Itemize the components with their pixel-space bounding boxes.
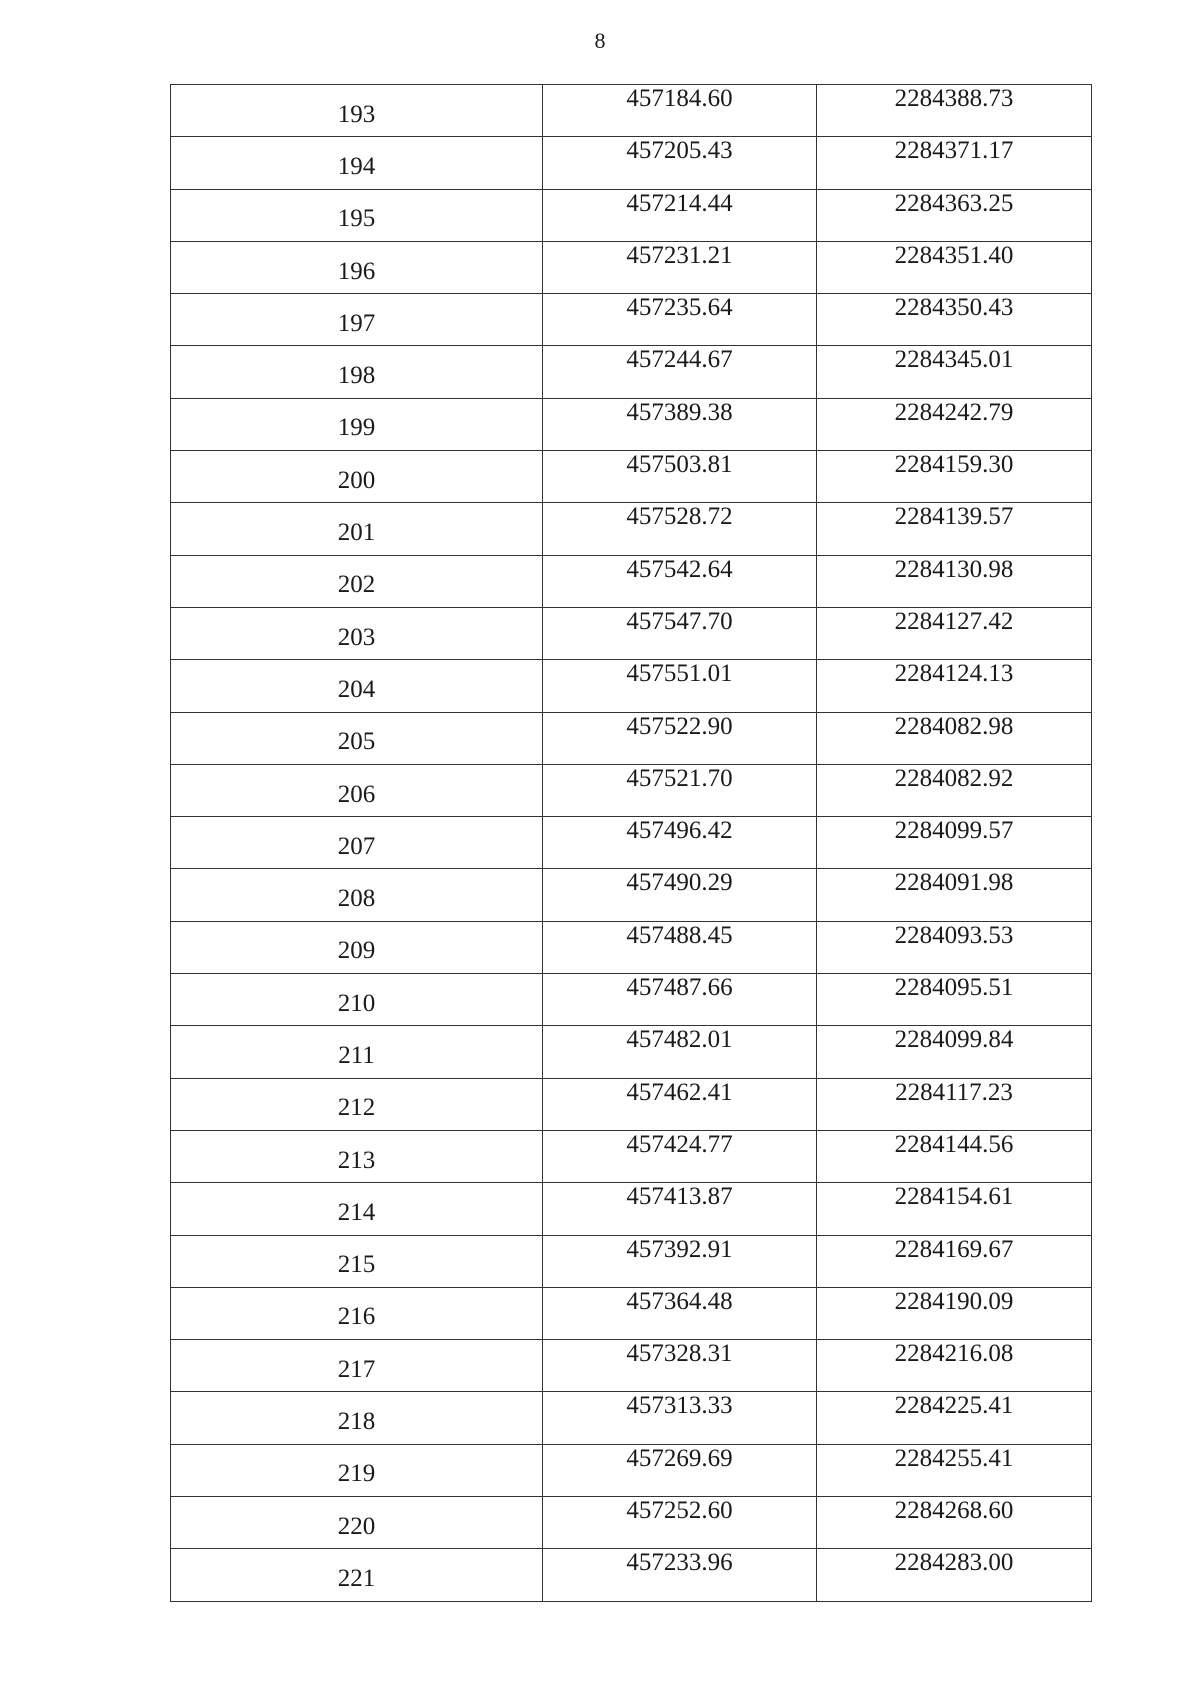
y-coordinate-cell: 2284159.30	[817, 451, 1092, 503]
y-coordinate-cell: 2284255.41	[817, 1444, 1092, 1496]
y-coordinate-cell: 2284351.40	[817, 241, 1092, 293]
table-row	[171, 660, 1092, 712]
table-row	[171, 294, 1092, 346]
table-row	[171, 398, 1092, 450]
table-row	[171, 1444, 1092, 1496]
y-coordinate-cell: 2284225.41	[817, 1392, 1092, 1444]
y-coordinate-cell: 2284139.57	[817, 503, 1092, 555]
point-number-cell: 213	[171, 1130, 543, 1182]
table-row	[171, 1183, 1092, 1235]
point-number-cell: 209	[171, 921, 543, 973]
point-number-cell: 196	[171, 241, 543, 293]
y-coordinate-cell: 2284363.25	[817, 189, 1092, 241]
point-number-cell: 194	[171, 137, 543, 189]
table-row	[171, 555, 1092, 607]
table-row	[171, 1549, 1092, 1601]
table-row	[171, 1392, 1092, 1444]
x-coordinate-cell: 457205.43	[543, 137, 817, 189]
table-row	[171, 869, 1092, 921]
point-number-cell: 214	[171, 1183, 543, 1235]
point-number-cell: 215	[171, 1235, 543, 1287]
x-coordinate-cell: 457547.70	[543, 607, 817, 659]
x-coordinate-cell: 457214.44	[543, 189, 817, 241]
coordinates-table-body	[171, 85, 1092, 1602]
point-number-cell: 205	[171, 712, 543, 764]
point-number-cell: 211	[171, 1026, 543, 1078]
y-coordinate-cell: 2284388.73	[817, 85, 1092, 137]
table-row	[171, 817, 1092, 869]
y-coordinate-cell: 2284093.53	[817, 921, 1092, 973]
table-row	[171, 241, 1092, 293]
y-coordinate-cell: 2284242.79	[817, 398, 1092, 450]
x-coordinate-cell: 457244.67	[543, 346, 817, 398]
y-coordinate-cell: 2284154.61	[817, 1183, 1092, 1235]
table-row	[171, 451, 1092, 503]
table-row	[171, 503, 1092, 555]
table-row	[171, 1497, 1092, 1549]
y-coordinate-cell: 2284124.13	[817, 660, 1092, 712]
y-coordinate-cell: 2284169.67	[817, 1235, 1092, 1287]
y-coordinate-cell: 2284082.98	[817, 712, 1092, 764]
y-coordinate-cell: 2284144.56	[817, 1130, 1092, 1182]
point-number-cell: 202	[171, 555, 543, 607]
x-coordinate-cell: 457542.64	[543, 555, 817, 607]
x-coordinate-cell: 457389.38	[543, 398, 817, 450]
x-coordinate-cell: 457252.60	[543, 1497, 817, 1549]
point-number-cell: 217	[171, 1340, 543, 1392]
point-number-cell: 207	[171, 817, 543, 869]
table-row	[171, 1235, 1092, 1287]
y-coordinate-cell: 2284095.51	[817, 974, 1092, 1026]
table-row	[171, 764, 1092, 816]
x-coordinate-cell: 457462.41	[543, 1078, 817, 1130]
point-number-cell: 198	[171, 346, 543, 398]
y-coordinate-cell: 2284216.08	[817, 1340, 1092, 1392]
x-coordinate-cell: 457503.81	[543, 451, 817, 503]
table-row	[171, 712, 1092, 764]
x-coordinate-cell: 457231.21	[543, 241, 817, 293]
table-row	[171, 1078, 1092, 1130]
y-coordinate-cell: 2284099.84	[817, 1026, 1092, 1078]
point-number-cell: 208	[171, 869, 543, 921]
x-coordinate-cell: 457496.42	[543, 817, 817, 869]
x-coordinate-cell: 457328.31	[543, 1340, 817, 1392]
x-coordinate-cell: 457392.91	[543, 1235, 817, 1287]
y-coordinate-cell: 2284345.01	[817, 346, 1092, 398]
y-coordinate-cell: 2284268.60	[817, 1497, 1092, 1549]
point-number-cell: 216	[171, 1287, 543, 1339]
y-coordinate-cell: 2284127.42	[817, 607, 1092, 659]
table-row	[171, 1026, 1092, 1078]
point-number-cell: 201	[171, 503, 543, 555]
x-coordinate-cell: 457528.72	[543, 503, 817, 555]
y-coordinate-cell: 2284350.43	[817, 294, 1092, 346]
point-number-cell: 221	[171, 1549, 543, 1601]
point-number-cell: 203	[171, 607, 543, 659]
page-number: 8	[594, 28, 606, 53]
x-coordinate-cell: 457235.64	[543, 294, 817, 346]
table-row	[171, 189, 1092, 241]
table-row	[171, 974, 1092, 1026]
point-number-cell: 218	[171, 1392, 543, 1444]
y-coordinate-cell: 2284082.92	[817, 764, 1092, 816]
table-row	[171, 85, 1092, 137]
table-row	[171, 921, 1092, 973]
x-coordinate-cell: 457488.45	[543, 921, 817, 973]
x-coordinate-cell: 457184.60	[543, 85, 817, 137]
point-number-cell: 212	[171, 1078, 543, 1130]
y-coordinate-cell: 2284117.23	[817, 1078, 1092, 1130]
table-row	[171, 1340, 1092, 1392]
table-row	[171, 1130, 1092, 1182]
table-row	[171, 607, 1092, 659]
x-coordinate-cell: 457551.01	[543, 660, 817, 712]
x-coordinate-cell: 457424.77	[543, 1130, 817, 1182]
point-number-cell: 200	[171, 451, 543, 503]
point-number-cell: 219	[171, 1444, 543, 1496]
y-coordinate-cell: 2284099.57	[817, 817, 1092, 869]
x-coordinate-cell: 457313.33	[543, 1392, 817, 1444]
point-number-cell: 199	[171, 398, 543, 450]
y-coordinate-cell: 2284130.98	[817, 555, 1092, 607]
table-row	[171, 1287, 1092, 1339]
point-number-cell: 220	[171, 1497, 543, 1549]
y-coordinate-cell: 2284091.98	[817, 869, 1092, 921]
table-row	[171, 346, 1092, 398]
point-number-cell: 193	[171, 85, 543, 137]
x-coordinate-cell: 457490.29	[543, 869, 817, 921]
point-number-cell: 204	[171, 660, 543, 712]
x-coordinate-cell: 457521.70	[543, 764, 817, 816]
y-coordinate-cell: 2284190.09	[817, 1287, 1092, 1339]
x-coordinate-cell: 457364.48	[543, 1287, 817, 1339]
y-coordinate-cell: 2284283.00	[817, 1549, 1092, 1601]
x-coordinate-cell: 457482.01	[543, 1026, 817, 1078]
point-number-cell: 197	[171, 294, 543, 346]
point-number-cell: 206	[171, 764, 543, 816]
point-number-cell: 210	[171, 974, 543, 1026]
y-coordinate-cell: 2284371.17	[817, 137, 1092, 189]
x-coordinate-cell: 457522.90	[543, 712, 817, 764]
point-number-cell: 195	[171, 189, 543, 241]
x-coordinate-cell: 457233.96	[543, 1549, 817, 1601]
x-coordinate-cell: 457269.69	[543, 1444, 817, 1496]
x-coordinate-cell: 457487.66	[543, 974, 817, 1026]
coordinates-table	[170, 84, 1092, 1602]
x-coordinate-cell: 457413.87	[543, 1183, 817, 1235]
table-row	[171, 137, 1092, 189]
